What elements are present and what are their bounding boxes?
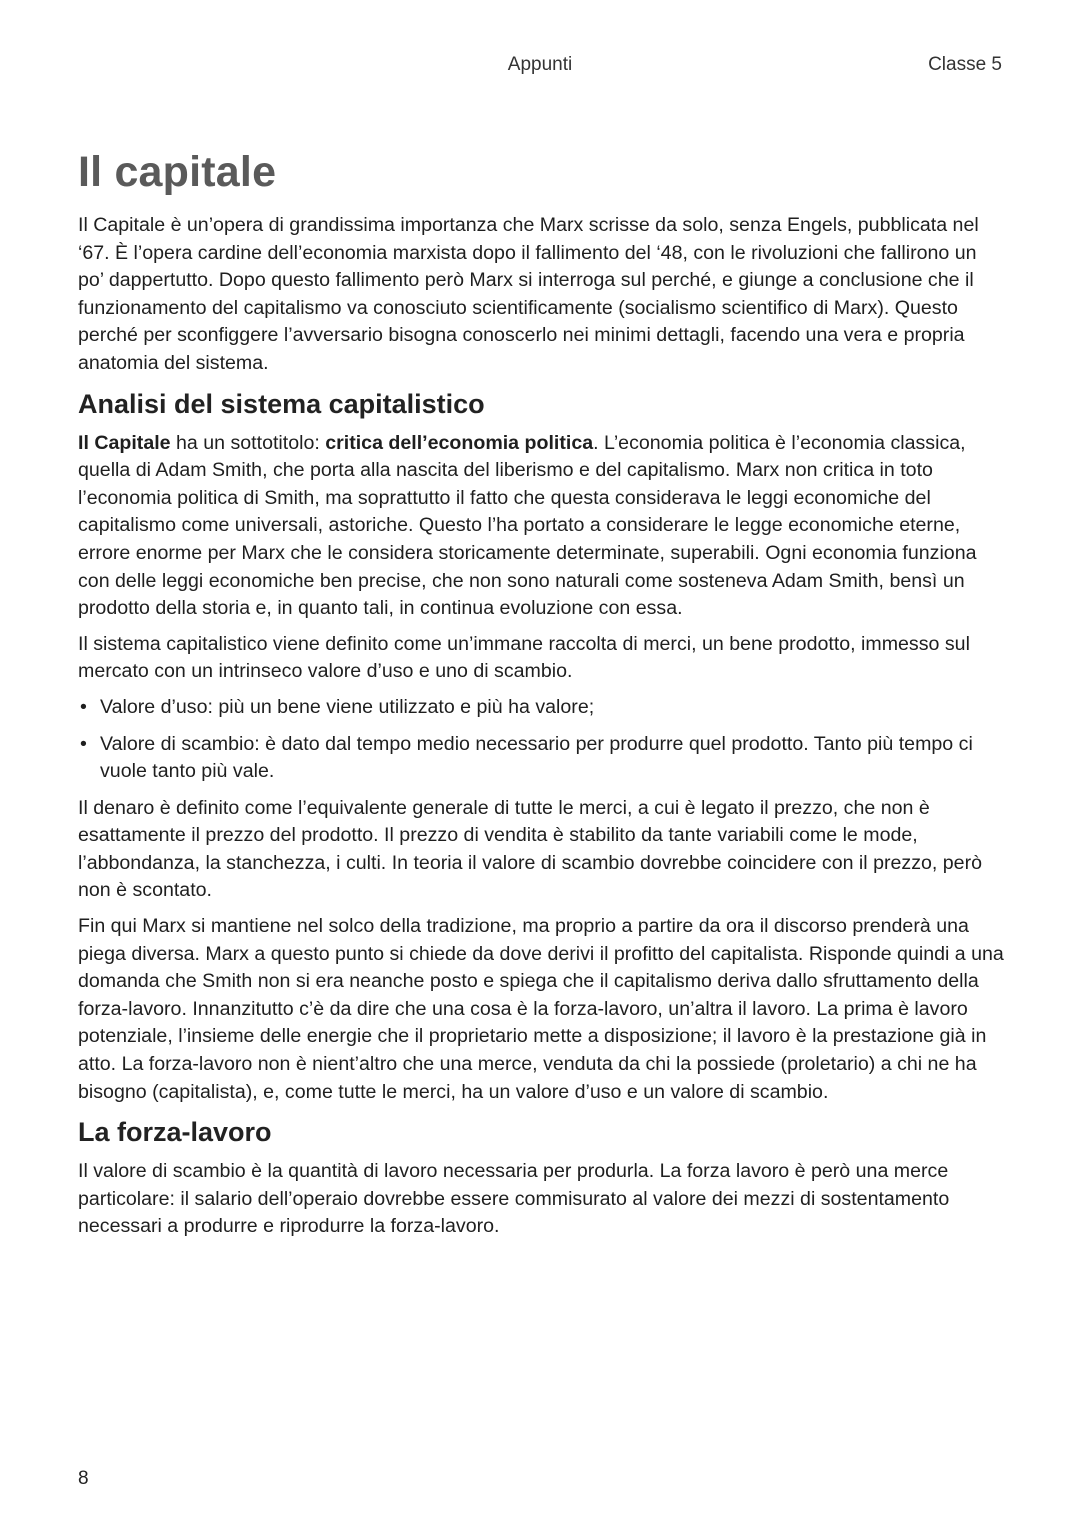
paragraph-denaro: Il denaro è definito come l’equivalente generale di tutte le merci, a cui è legato il prezzo, che non è esattamente il prezzo del prodotto. Il prezzo di vendita è stabilito da tante variabili come le mode, l’abbondanza, la stanchezza, i culti. In teoria il valore di scambio dovrebbe coincidere con il prezzo, però non è scontato.: [78, 796, 982, 902]
bullet-list: [78, 694, 1006, 786]
paragraph-valore-scambio: Il valore di scambio è la quantità di lavoro necessaria per produrla. La forza lavoro è però una merce particolare: il salario dell’operaio dovrebbe essere commisurato al valore dei mezzi di sostentamento necessari a produrre e riprodurre la forza-lavoro.: [78, 1160, 950, 1238]
list-item-valore-scambio: • Valore di scambio: è dato dal tempo medio necessario per produrre quel prodotto. Tanto più tempo ci vuole tanto più vale.: [78, 731, 1006, 786]
paragraph-merci: Il sistema capitalistico viene definito come un’immane raccolta di merci, un bene prodotto, immesso sul mercato con un intrinseco valore d’uso e uno di scambio.: [78, 632, 970, 683]
page-title: Il capitale: [78, 148, 277, 196]
intro-paragraph: Il Capitale è un’opera di grandissima importanza che Marx scrisse da solo, senza Engels, pubblicata nel ‘67. È l’opera cardine dell’economia marxista dopo il fallimento del ‘48, con le rivoluzioni che fallirono un po’ dappertutto. Dopo questo fallimento però Marx si interroga sul perché, e giunge a conclusione che il funzionamento del capitalismo va conosciuto scientificamente (socialismo scientifico di Marx). Questo perché per sconfiggere l’avversario bisogna conoscerlo nei minimi dettagli, facendo una vera e propria anatomia del sistema.: [78, 214, 979, 374]
section-heading-forza-lavoro: La forza-lavoro: [78, 1117, 272, 1148]
paragraph-sottotitolo: [78, 430, 1006, 623]
text-sottotitolo: ha un sottotitolo:: [170, 431, 326, 454]
page-number: 8: [78, 1468, 89, 1489]
bold-critica: critica dell’economia politica: [325, 431, 594, 454]
header-title: Appunti: [507, 54, 573, 75]
header-class: Classe 5: [928, 54, 1002, 75]
bold-il-capitale: Il Capitale: [78, 431, 171, 454]
text-economia-politica: . L’economia politica è l’economia classica, quella di Adam Smith, che porta alla nascita del liberismo e del capitalismo. Marx non critica in toto l’economia politica di Smith, ma soprattutto il fatto che questa considerava le leggi economiche del capitalismo come universali, astoriche. Questo l’ha portato a considerare le legge economiche eterne, errore enorme per Marx che le considera storicamente determinate, superabili. Ogni economia funziona con delle leggi economiche ben precise, che non sono naturali come sosteneva Adam Smith, bensì un prodotto della storia e, in quanto tali, in continua evoluzione con essa.: [78, 431, 977, 620]
document-body: [78, 140, 1006, 1249]
list-item-valore-uso: • Valore d’uso: più un bene viene utilizzato e più ha valore;: [78, 694, 1006, 722]
paragraph-profitto: Fin qui Marx si mantiene nel solco della tradizione, ma proprio a partire da ora il discorso prenderà una piega diversa. Marx a questo punto si chiede da dove derivi il profitto del capitalista. Risponde quindi a una domanda che Smith non si era neanche posto e spiega che il capitalismo deriva dallo sfruttamento della forza-lavoro. Innanzitutto c’è da dire che una cosa è la forza-lavoro, un’altra il lavoro. La prima è lavoro potenziale, l’insieme delle energie che il proprietario mette a disposizione; il lavoro è la prestazione già in atto. La forza-lavoro non è nient’altro che una merce, venduta da chi la possiede (proletario) a chi ne ha bisogno (capitalista), e, come tutte le merci, ha un valore d’uso e un valore di scambio.: [78, 915, 1004, 1103]
section-heading-analisi: Analisi del sistema capitalistico: [78, 388, 485, 419]
